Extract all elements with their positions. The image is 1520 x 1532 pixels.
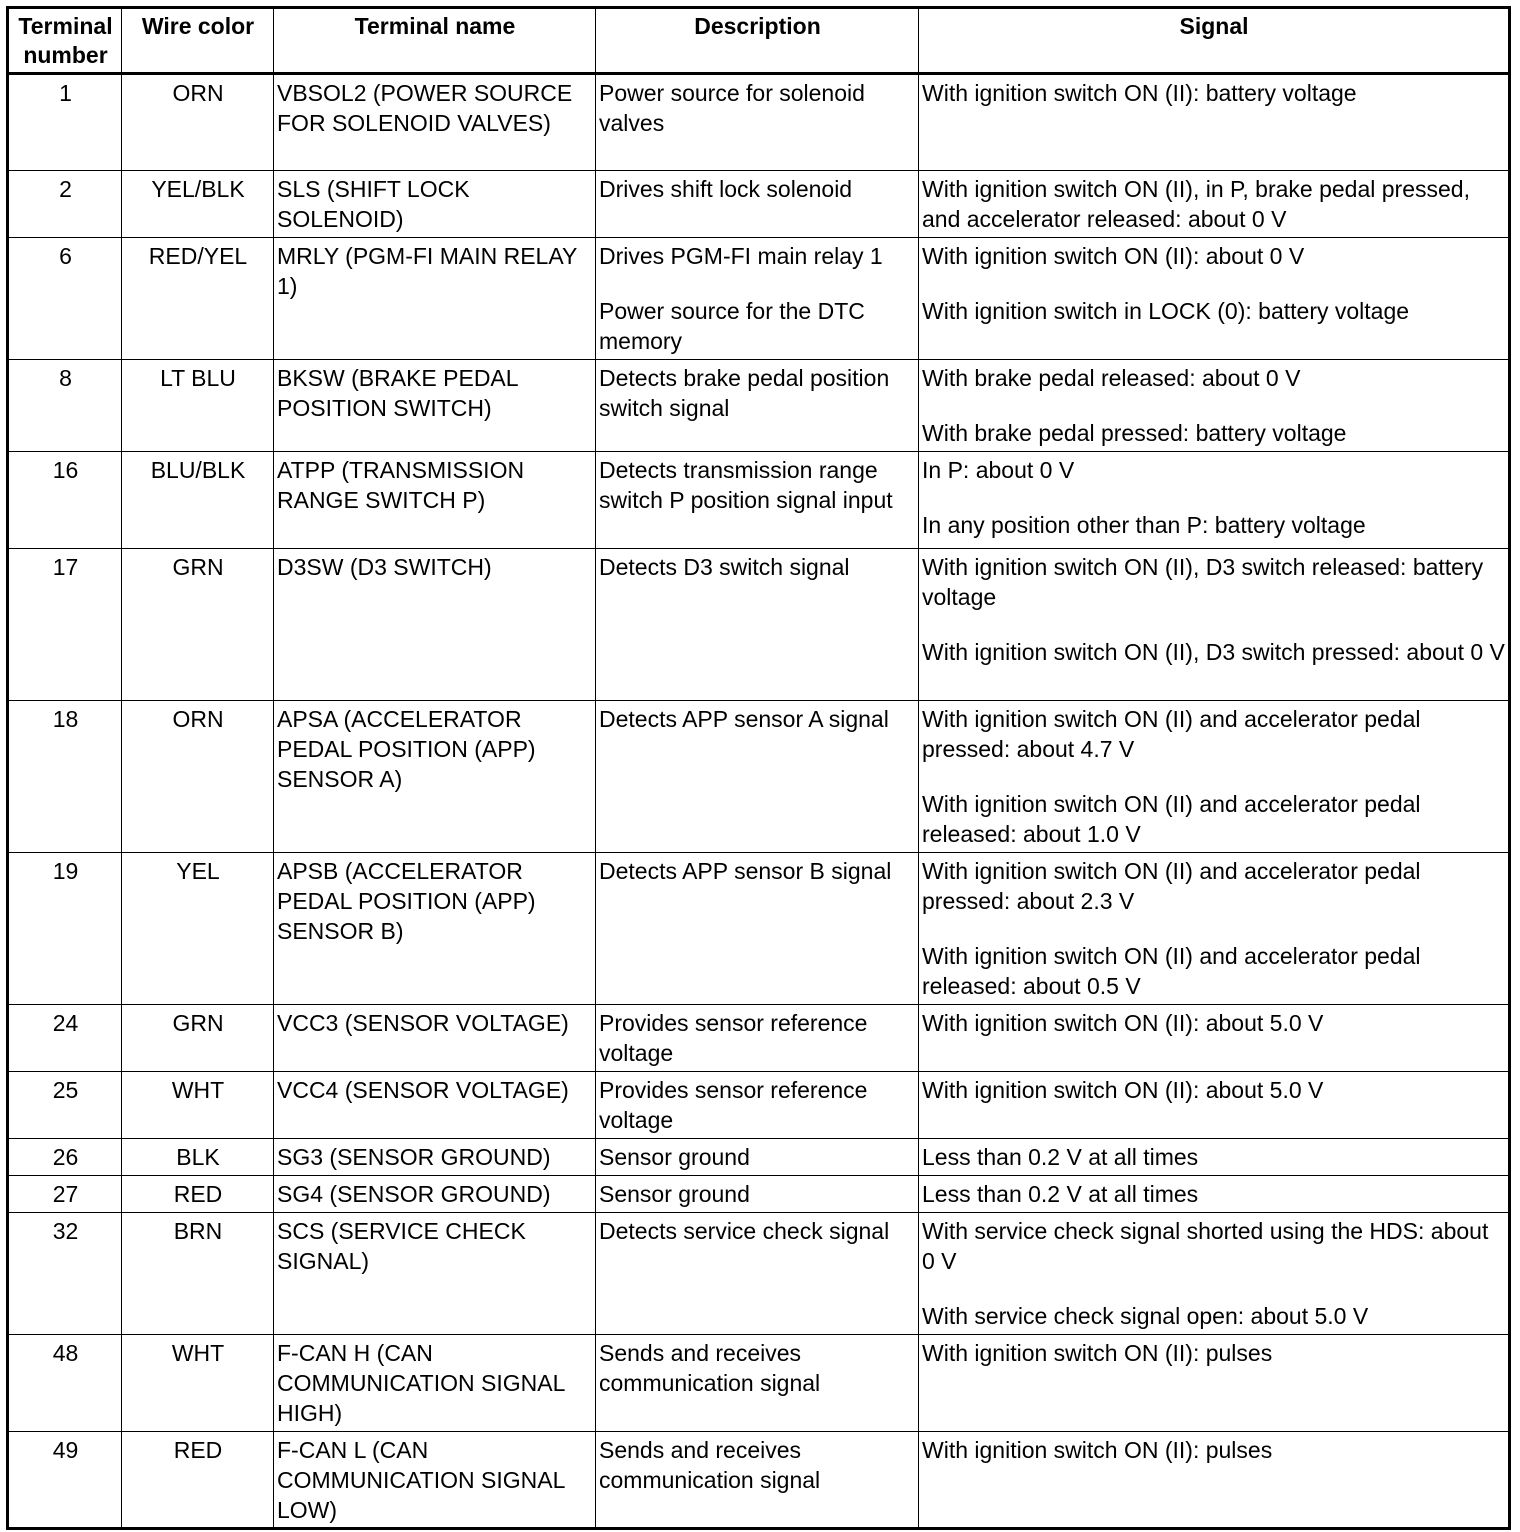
description-text: Power source for the DTC memory (599, 298, 865, 354)
signal-cell (919, 701, 1510, 853)
signal-cell (919, 74, 1510, 171)
terminal-name-cell: VCC4 (SENSOR VOLTAGE) (274, 1072, 596, 1139)
terminal-name-cell: BKSW (BRAKE PEDAL POSITION SWITCH) (274, 360, 596, 452)
signal-cell (919, 1176, 1510, 1213)
signal-text: With ignition switch ON (II) and accelerator pedal pressed: about 4.7 V (922, 706, 1421, 762)
header-wire-color: Wire color (122, 8, 274, 74)
description-text: Provides sensor reference voltage (599, 1010, 868, 1066)
signal-text: With ignition switch ON (II), D3 switch released: battery voltage (922, 554, 1484, 610)
terminal-number-cell: 17 (8, 549, 122, 701)
description-cell (596, 1335, 919, 1432)
description-text: Detects transmission range switch P position signal input (599, 457, 893, 513)
terminal-number-cell: 25 (8, 1072, 122, 1139)
description-text: Power source for solenoid valves (599, 80, 865, 136)
signal-text: With ignition switch ON (II), in P, brake pedal pressed, and accelerator released: about 0 V (922, 176, 1470, 232)
signal-cell (919, 1335, 1510, 1432)
signal-text: With ignition switch ON (II), D3 switch pressed: about 0 V (922, 639, 1505, 665)
description-text: Drives PGM-FI main relay 1 (599, 243, 883, 269)
wire-color-cell: RED (122, 1176, 274, 1213)
terminal-name-cell: F-CAN H (CAN COMMUNICATION SIGNAL HIGH) (274, 1335, 596, 1432)
description-text: Detects APP sensor B signal (599, 858, 892, 884)
description-cell (596, 1432, 919, 1529)
table-row (8, 1072, 1510, 1139)
signal-text: With ignition switch ON (II): about 5.0 V (922, 1077, 1324, 1103)
terminal-number-cell: 49 (8, 1432, 122, 1529)
description-cell (596, 1176, 919, 1213)
description-cell (596, 1213, 919, 1335)
wire-color-cell: YEL/BLK (122, 171, 274, 238)
terminal-name-cell: SG4 (SENSOR GROUND) (274, 1176, 596, 1213)
table-row (8, 1213, 1510, 1335)
table-body (8, 74, 1510, 1529)
terminal-name-cell: VCC3 (SENSOR VOLTAGE) (274, 1005, 596, 1072)
description-cell (596, 171, 919, 238)
terminal-table (6, 6, 1511, 1530)
description-text: Provides sensor reference voltage (599, 1077, 868, 1133)
terminal-name-cell: D3SW (D3 SWITCH) (274, 549, 596, 701)
terminal-name-cell: APSA (ACCELERATOR PEDAL POSITION (APP) SENSOR A) (274, 701, 596, 853)
terminal-name-cell: VBSOL2 (POWER SOURCE FOR SOLENOID VALVES) (274, 74, 596, 171)
signal-text: Less than 0.2 V at all times (922, 1181, 1199, 1207)
terminal-number-cell: 27 (8, 1176, 122, 1213)
terminal-number-cell: 32 (8, 1213, 122, 1335)
signal-text: With service check signal open: about 5.0 V (922, 1303, 1369, 1329)
header-signal: Signal (919, 8, 1510, 74)
description-cell (596, 1072, 919, 1139)
wire-color-cell: BRN (122, 1213, 274, 1335)
description-text: Detects service check signal (599, 1218, 890, 1244)
terminal-number-cell: 18 (8, 701, 122, 853)
table-row (8, 701, 1510, 853)
header-description: Description (596, 8, 919, 74)
table-row (8, 238, 1510, 360)
signal-text: With ignition switch ON (II) and accelerator pedal released: about 1.0 V (922, 791, 1421, 847)
description-text: Sensor ground (599, 1181, 750, 1207)
wire-color-cell: BLU/BLK (122, 452, 274, 549)
description-text: Sensor ground (599, 1144, 750, 1170)
description-cell (596, 549, 919, 701)
description-text: Detects APP sensor A signal (599, 706, 889, 732)
description-cell (596, 1005, 919, 1072)
signal-cell (919, 853, 1510, 1005)
description-text: Sends and receives communication signal (599, 1340, 821, 1396)
table-row (8, 1176, 1510, 1213)
wire-color-cell: WHT (122, 1335, 274, 1432)
signal-text: With brake pedal pressed: battery voltage (922, 420, 1347, 446)
wire-color-cell: YEL (122, 853, 274, 1005)
terminal-number-cell: 19 (8, 853, 122, 1005)
wire-color-cell: ORN (122, 701, 274, 853)
description-cell (596, 701, 919, 853)
signal-text: With ignition switch in LOCK (0): battery voltage (922, 298, 1410, 324)
description-text: Detects brake pedal position switch signal (599, 365, 890, 421)
signal-cell (919, 1072, 1510, 1139)
table-row (8, 853, 1510, 1005)
description-cell (596, 238, 919, 360)
terminal-number-cell: 24 (8, 1005, 122, 1072)
table-row (8, 1432, 1510, 1529)
terminal-number-cell: 1 (8, 74, 122, 171)
table-row (8, 549, 1510, 701)
signal-text: In any position other than P: battery voltage (922, 512, 1366, 538)
table-row (8, 1005, 1510, 1072)
terminal-number-cell: 2 (8, 171, 122, 238)
wire-color-cell: ORN (122, 74, 274, 171)
terminal-name-cell: SCS (SERVICE CHECK SIGNAL) (274, 1213, 596, 1335)
signal-text: With ignition switch ON (II) and accelerator pedal pressed: about 2.3 V (922, 858, 1421, 914)
table-row (8, 1335, 1510, 1432)
terminal-number-cell: 48 (8, 1335, 122, 1432)
wire-color-cell: LT BLU (122, 360, 274, 452)
signal-cell (919, 238, 1510, 360)
signal-cell (919, 1005, 1510, 1072)
table-header (8, 8, 1510, 74)
terminal-name-cell: SLS (SHIFT LOCK SOLENOID) (274, 171, 596, 238)
signal-cell (919, 1432, 1510, 1529)
header-terminal-number: Terminal number (8, 8, 122, 74)
terminal-name-cell: ATPP (TRANSMISSION RANGE SWITCH P) (274, 452, 596, 549)
description-cell (596, 360, 919, 452)
signal-cell (919, 549, 1510, 701)
description-text: Detects D3 switch signal (599, 554, 850, 580)
terminal-number-cell: 6 (8, 238, 122, 360)
terminal-name-cell: APSB (ACCELERATOR PEDAL POSITION (APP) SENSOR B) (274, 853, 596, 1005)
signal-text: With ignition switch ON (II): battery voltage (922, 80, 1357, 106)
wire-color-cell: GRN (122, 549, 274, 701)
terminal-name-cell: SG3 (SENSOR GROUND) (274, 1139, 596, 1176)
signal-cell (919, 1213, 1510, 1335)
signal-cell (919, 452, 1510, 549)
wire-color-cell: RED (122, 1432, 274, 1529)
signal-text: Less than 0.2 V at all times (922, 1144, 1199, 1170)
header-row (8, 8, 1510, 74)
description-cell (596, 853, 919, 1005)
table-row (8, 360, 1510, 452)
signal-text: With ignition switch ON (II): about 5.0 V (922, 1010, 1324, 1036)
table-row (8, 1139, 1510, 1176)
signal-cell (919, 1139, 1510, 1176)
signal-text: In P: about 0 V (922, 457, 1075, 483)
signal-text: With service check signal shorted using the HDS: about 0 V (922, 1218, 1489, 1274)
wire-color-cell: RED/YEL (122, 238, 274, 360)
description-text: Drives shift lock solenoid (599, 176, 853, 202)
table-row (8, 452, 1510, 549)
terminal-number-cell: 26 (8, 1139, 122, 1176)
signal-text: With ignition switch ON (II): pulses (922, 1437, 1273, 1463)
table-row (8, 74, 1510, 171)
signal-text: With ignition switch ON (II): pulses (922, 1340, 1273, 1366)
wire-color-cell: WHT (122, 1072, 274, 1139)
signal-text: With ignition switch ON (II): about 0 V (922, 243, 1305, 269)
description-cell (596, 1139, 919, 1176)
description-text: Sends and receives communication signal (599, 1437, 821, 1493)
signal-text: With ignition switch ON (II) and accelerator pedal released: about 0.5 V (922, 943, 1421, 999)
terminal-number-cell: 8 (8, 360, 122, 452)
header-terminal-name: Terminal name (274, 8, 596, 74)
description-cell (596, 452, 919, 549)
wire-color-cell: BLK (122, 1139, 274, 1176)
signal-cell (919, 360, 1510, 452)
table-row (8, 171, 1510, 238)
terminal-name-cell: MRLY (PGM-FI MAIN RELAY 1) (274, 238, 596, 360)
signal-cell (919, 171, 1510, 238)
wire-color-cell: GRN (122, 1005, 274, 1072)
signal-text: With brake pedal released: about 0 V (922, 365, 1301, 391)
terminal-number-cell: 16 (8, 452, 122, 549)
description-cell (596, 74, 919, 171)
terminal-name-cell: F-CAN L (CAN COMMUNICATION SIGNAL LOW) (274, 1432, 596, 1529)
